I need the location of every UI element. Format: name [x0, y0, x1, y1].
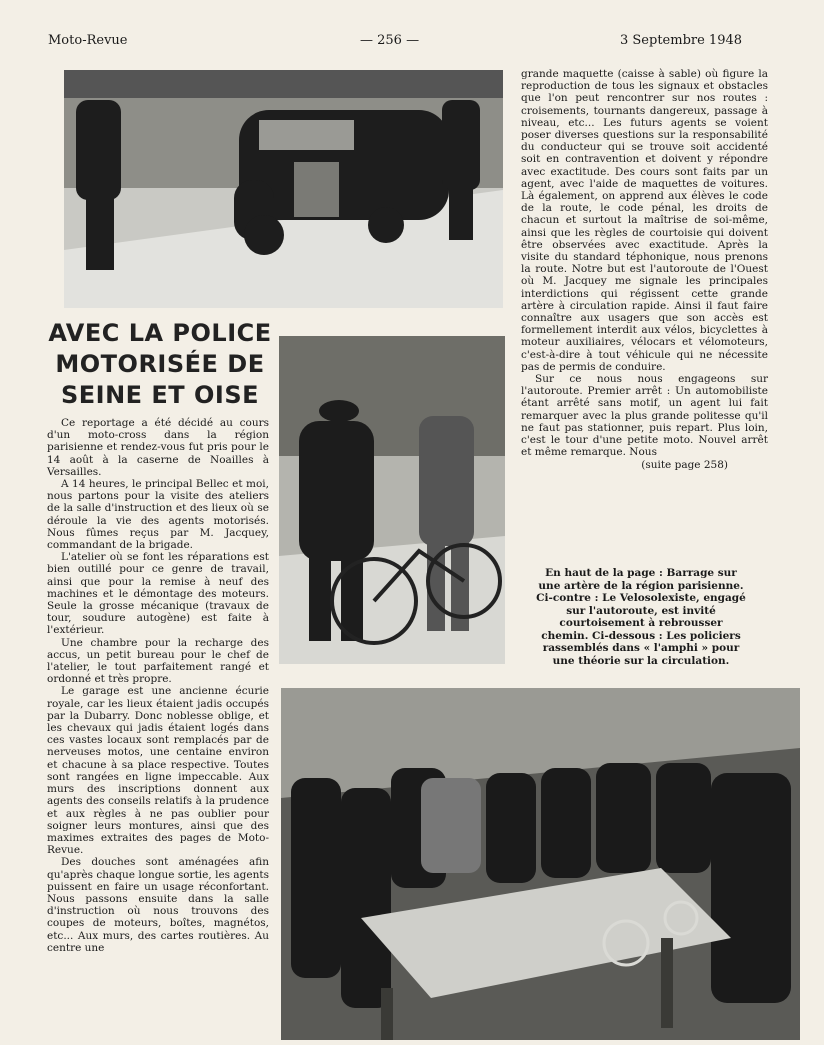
article-column-1 — [47, 417, 269, 954]
photo-classroom — [281, 688, 800, 1040]
page-number: — 256 — — [360, 33, 420, 48]
issue-date: 3 Septembre 1948 — [620, 33, 743, 48]
article-paragraph: Une chambre pour la recharge des accus, un petit bureau pour le chef de l'atelier, le tout parfaitement rangé et ordonné et très propre. — [47, 636, 269, 686]
photo-velosolex — [279, 336, 505, 664]
article-paragraph: Le garage est une ancienne écurie royale, car les lieux étaient jadis occupés par la Dubarry. Donc noblesse oblige, et les chevaux qui jadis étaient logés dans ces vastes locaux sont remplacés par de nerveuses motos, une centaine environ et chacune à sa place respective. Toutes sont rangées en ligne impeccable. Aux murs des inscriptions donnent aux agents des conseils relatifs à la prudence et aux règles à ne pas oublier pour soigner leurs montures, ainsi que des maximes extraites des pages de Moto-Revue. — [47, 685, 269, 857]
article-paragraph: Sur ce nous nous engageons sur l'autoroute. Premier arrêt : Un automobiliste étant arrêté sans motif, un agent lui fait remarquer avec la plus grande politesse qu'il ne faut pas stationner, puis repart. Plus loin, c'est le tour d'une petite moto. Nouvel arrêt et même remarque. Nous — [521, 373, 768, 459]
article-title — [44, 318, 276, 411]
article-column-3 — [521, 68, 768, 471]
article-paragraph: Des douches sont aménagées afin qu'après chaque longue sortie, les agents puissent en faire un usage réconfortant. Nous passons ensuite dans la salle d'instruction où nous trouvons des coupes de moteurs, boîtes, magnétos, etc... Aux murs, des cartes routières. Au centre une — [47, 856, 269, 954]
article-title-line: MOTORISÉE DE — [55, 350, 265, 378]
photo-roadblock — [64, 70, 503, 308]
article-paragraph: Ce reportage a été décidé au cours d'un moto-cross dans la région parisienne et rendez-vous fut pris pour le 14 août à la caserne de Noailles à Versailles. — [47, 417, 269, 478]
magazine-name: Moto-Revue — [48, 33, 128, 48]
article-paragraph: grande maquette (caisse à sable) où figure la reproduction de tous les signaux et obstacles que l'on peut rencontrer sur nos routes : croisements, tournants dangereux, passage à niveau, etc... Les futurs agents se voient poser diverses questions sur la responsabilité du conducteur qui se trouve soit accidenté soit en contravention et doivent y répondre avec exactitude. Des cours sont faits par un agent, avec l'aide de maquettes de voitures. Là également, on apprend aux élèves le code de la route, le code pénal, les droits de chacun et surtout la maîtrise de soi-même, ainsi que les règles de courtoisie qui doivent être observées avec exactitude. Après la visite du standard téphonique, nous prenons la route. Notre but est l'autoroute de l'Ouest où M. Jacquey me signale les principales interdictions qui régissent cette grande artère à circulation rapide. Ainsi il faut faire connaître aux usagers que son accès est formellement interdit aux vélos, bicyclettes à moteur auxiliaires, vélocars et vélomoteurs, c'est-à-dire à tout véhicule qui ne nécessite pas de permis de conduire. — [521, 68, 768, 373]
article-paragraph: A 14 heures, le principal Bellec et moi, nous partons pour la visite des ateliers de la salle d'instruction et des lieux où se déroule la vie des agents motorisés. Nous fûmes reçus par M. Jacquey, commandant de la brigade. — [47, 478, 269, 552]
article-title-line: SEINE ET OISE — [60, 381, 260, 409]
photo-caption: En haut de la page : Barrage sur une artère de la région parisienne. Ci-contre : Le Velosolexiste, engagé sur l'autoroute, est invité courtoisement à rebrousser chemin. Ci-dessous : Les policiers rassemblés dans « l'amphi » pour une théorie sur la circulation. — [536, 567, 746, 667]
article-title-line: AVEC LA POLICE — [48, 319, 272, 347]
article-paragraph: L'atelier où se font les réparations est bien outillé pour ce genre de travail, ainsi que pour la remise à neuf des machines et le démontage des moteurs. Seule la grosse mécanique (travaux de tour, soudure autogène) est faite à l'extérieur. — [47, 551, 269, 637]
continued-note: (suite page 258) — [641, 458, 728, 471]
